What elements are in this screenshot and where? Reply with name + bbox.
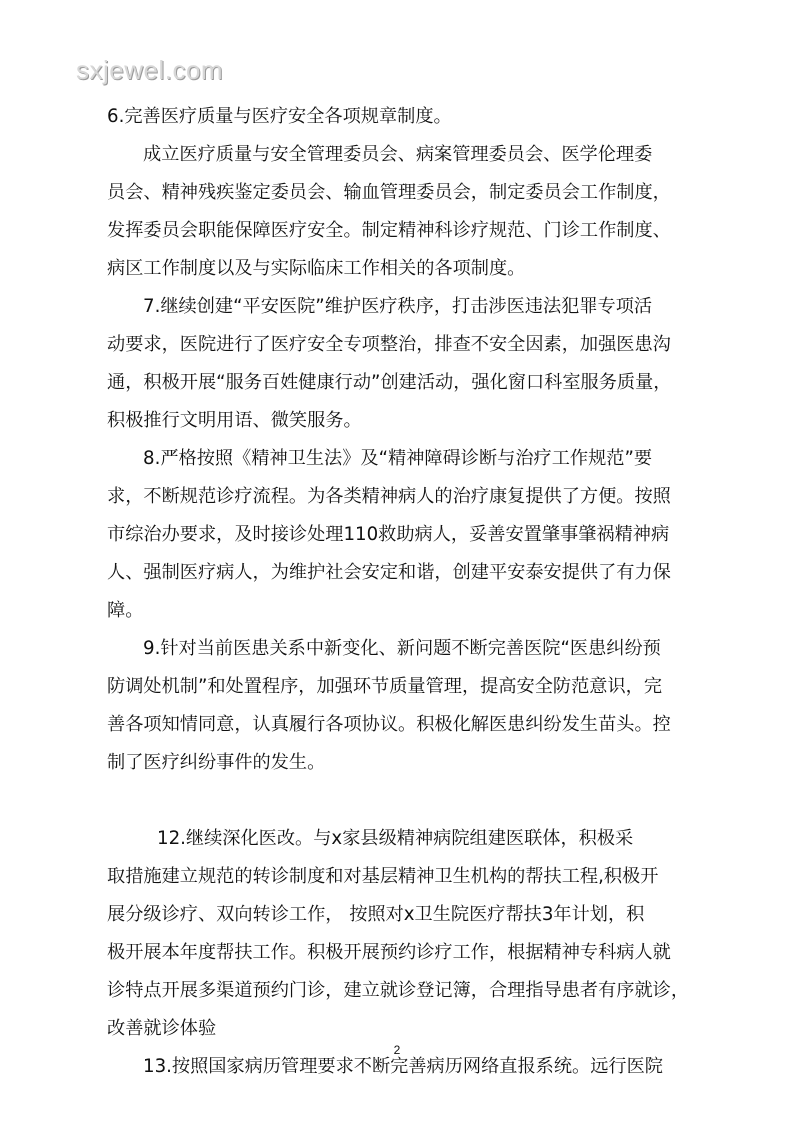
paragraph-line: 善各项知情同意，认真履行各项协议。积极化解医患纠纷发生苗头。控	[107, 714, 671, 735]
paragraph-line: 求，不断规范诊疗流程。为各类精神病人的治疗康复提供了方便。按照	[107, 486, 671, 507]
section-6-heading: 6.完善医疗质量与医疗安全各项规章制度。	[107, 106, 452, 127]
paragraph-line: 通，积极开展“服务百姓健康行动”创建活动，强化窗口科室服务质量，	[107, 372, 672, 393]
paragraph-line: 改善就诊体验	[107, 1018, 217, 1039]
page-number: 2	[393, 1043, 401, 1057]
section-12-line: 12.继续深化医改。与x家县级精神病院组建医联体，积极采	[157, 828, 634, 849]
paragraph-line: 人、强制医疗病人，为维护社会安定和谐，创建平安泰安提供了有力保	[107, 562, 671, 583]
document-body	[107, 98, 707, 1086]
section-7-line: 7.继续创建“平安医院”维护医疗秩序，打击涉医违法犯罪专项活	[143, 296, 653, 317]
paragraph-line: 制了医疗纠纷事件的发生。	[107, 752, 326, 773]
paragraph-line: 取措施建立规范的转诊制度和对基层精神卫生机构的帮扶工程,积极开	[107, 866, 659, 887]
paragraph-line: 障。	[107, 600, 144, 621]
paragraph-line: 病区工作制度以及与实际临床工作相关的各项制度。	[107, 258, 526, 279]
paragraph-line: 市综治办要求，及时接诊处理110救助病人，妥善安置肇事肇祸精神病	[107, 524, 670, 545]
blank-gap	[107, 782, 707, 820]
watermark: sxjewel.com	[76, 55, 224, 85]
paragraph-line: 员会、精神残疾鉴定委员会、输血管理委员会，制定委员会工作制度，	[107, 182, 671, 203]
paragraph-line: 防调处机制”和处置程序，加强环节质量管理，提高安全防范意识，完	[107, 676, 663, 697]
paragraph-line: 展分级诊疗、双向转诊工作， 按照对x卫生院医疗帮扶3年计划，积	[107, 904, 645, 925]
section-8-line: 8.严格按照《精神卫生法》及“精神障碍诊断与治疗工作规范”要	[143, 448, 653, 469]
section-13-line: 13.按照国家病历管理要求不断完善病历网络直报系统。远行医院	[143, 1056, 663, 1077]
paragraph-line: 成立医疗质量与安全管理委员会、病案管理委员会、医学伦理委	[143, 144, 653, 165]
paragraph-line: 诊特点开展多渠道预约门诊，建立就诊登记簿，合理指导患者有序就诊，	[107, 980, 690, 1001]
paragraph-line: 极开展本年度帮扶工作。积极开展预约诊疗工作，根据精神专科病人就	[107, 942, 671, 963]
paragraph-line: 积极推行文明用语、微笑服务。	[107, 410, 362, 431]
paragraph-line: 动要求，医院进行了医疗安全专项整治，排查不安全因素，加强医患沟	[107, 334, 671, 355]
paragraph-line: 发挥委员会职能保障医疗安全。制定精神科诊疗规范、门诊工作制度、	[107, 220, 671, 241]
section-9-line: 9.针对当前医患关系中新变化、新问题不断完善医院“医患纠纷预	[143, 638, 661, 659]
